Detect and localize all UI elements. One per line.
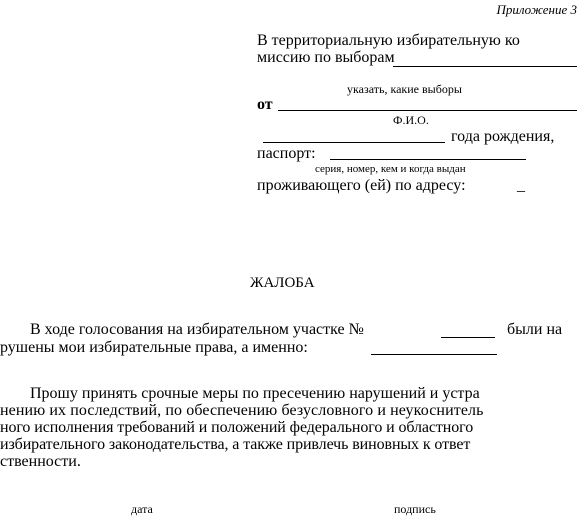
address-label: проживающего (ей) по адресу:: [257, 177, 466, 194]
addressee-line-1: В территориальную избирательную ко: [257, 32, 520, 49]
polling-station-blank-line: [441, 337, 495, 338]
document-title: ЖАЛОБА: [250, 275, 315, 291]
date-label: дата: [131, 502, 153, 516]
birth-year-label: года рождения,: [451, 128, 555, 145]
passport-hint: серия, номер, кем и когда выдан: [315, 163, 466, 175]
address-blank: _: [517, 177, 525, 194]
birth-year-blank-line: [263, 142, 445, 143]
violated-rights-blank-line: [371, 354, 497, 355]
paragraph-2-line-4: избирательного законодательства, а также привлечь виновных к ответ: [0, 436, 471, 453]
passport-blank-line: [330, 159, 526, 160]
from-blank-line: [278, 110, 577, 111]
paragraph-2-line-3: ного исполнения требований и положений федерального и областного: [0, 419, 474, 436]
paragraph-2-line-2: нению их последствий, по обеспечению безусловного и неукоснитель: [0, 402, 484, 419]
from-label: от: [257, 96, 273, 113]
paragraph-1-line-2-text: рушены мои избирательные права, а именно:: [0, 339, 308, 356]
addressee-line-2: миссию по выборам: [257, 49, 395, 66]
paragraph-2-line-1: Прошу принять срочные меры по пресечению нарушений и устра: [30, 385, 480, 402]
paragraph-1-line-1a: В ходе голосования на избирательном участке №: [30, 321, 364, 338]
paragraph-2-line-5: ственности.: [0, 453, 81, 470]
elections-hint: указать, какие выборы: [347, 82, 462, 96]
fio-hint: Ф.И.О.: [393, 113, 429, 127]
signature-label: подпись: [394, 502, 436, 516]
passport-label: паспорт:: [257, 145, 316, 162]
elections-blank-line: [393, 66, 577, 67]
paragraph-1-line-1b: были на: [507, 321, 563, 338]
appendix-label: Приложение 3: [496, 2, 577, 17]
